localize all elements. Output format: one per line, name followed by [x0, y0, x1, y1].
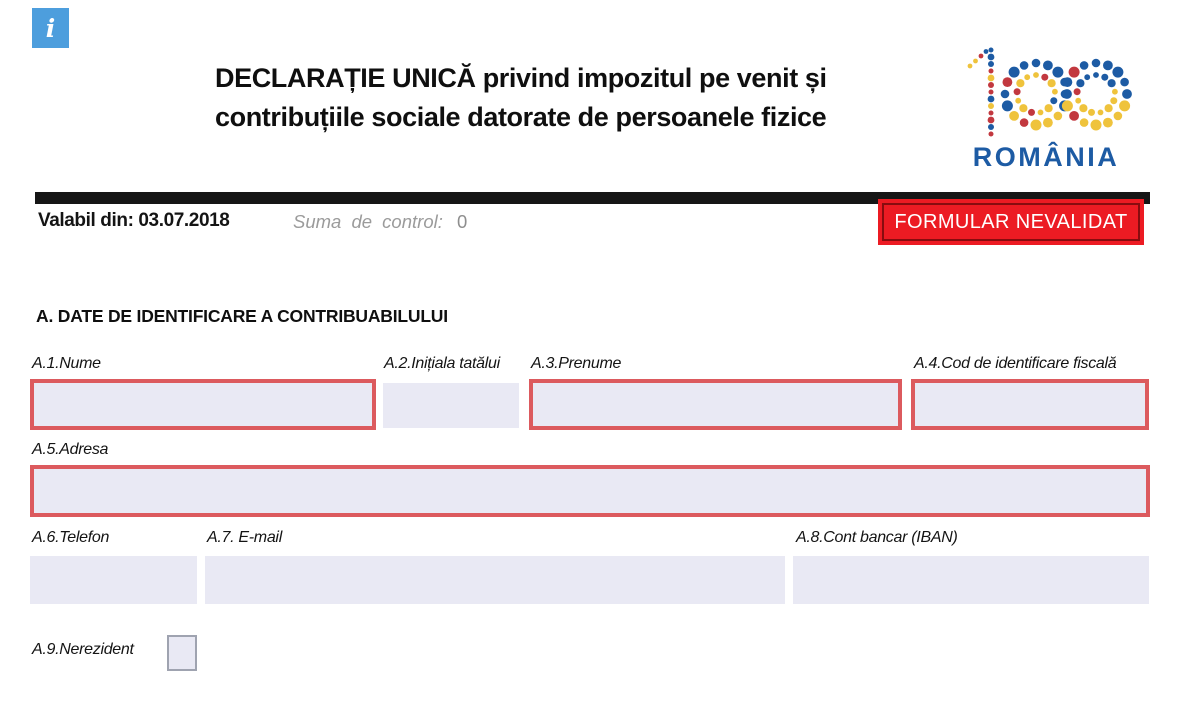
a4-cif-input[interactable] — [911, 379, 1149, 430]
form-title — [215, 59, 905, 137]
a8-iban-label: A.8.Cont bancar (IBAN) — [796, 529, 958, 546]
a1-nume-label: A.1.Nume — [32, 355, 101, 372]
control-sum-label: Suma de control: — [293, 211, 443, 232]
a2-initiala-label: A.2.Inițiala tatălui — [384, 355, 500, 372]
valid-from-text: Valabil din: 03.07.2018 — [38, 210, 230, 231]
a9-nerezident-checkbox[interactable] — [167, 635, 197, 671]
form-title-line1: DECLARAȚIE UNICĂ privind impozitul pe venit și — [215, 63, 827, 93]
a3-prenume-input[interactable] — [529, 379, 902, 430]
a3-prenume-label: A.3.Prenume — [531, 355, 622, 372]
info-icon: i — [45, 13, 56, 43]
a5-adresa-label: A.5.Adresa — [32, 441, 109, 458]
a2-initiala-input[interactable] — [383, 383, 519, 428]
a4-cif-label: A.4.Cod de identificare fiscală — [914, 355, 1117, 372]
a6-telefon-input[interactable] — [30, 556, 197, 604]
a5-adresa-input[interactable] — [30, 465, 1150, 517]
form-title-line2: contribuțiile sociale datorate de persoanele fizice — [215, 102, 827, 132]
a9-nerezident-label: A.9.Nerezident — [32, 641, 134, 658]
section-a-title: A. DATE DE IDENTIFICARE A CONTRIBUABILULUI — [36, 306, 448, 326]
logo-100-dots — [960, 44, 1132, 140]
info-button[interactable] — [32, 8, 69, 48]
a7-email-label: A.7. E-mail — [207, 529, 282, 546]
a8-iban-input[interactable] — [793, 556, 1149, 604]
a7-email-input[interactable] — [205, 556, 785, 604]
control-sum-value: 0 — [457, 211, 468, 232]
a6-telefon-label: A.6.Telefon — [32, 529, 110, 546]
romania-100-logo — [960, 44, 1132, 171]
formular-nevalidat-button[interactable]: FORMULAR NEVALIDAT — [878, 199, 1144, 245]
logo-country-label: ROMÂNIA — [972, 142, 1120, 172]
a1-nume-input[interactable] — [30, 379, 376, 430]
